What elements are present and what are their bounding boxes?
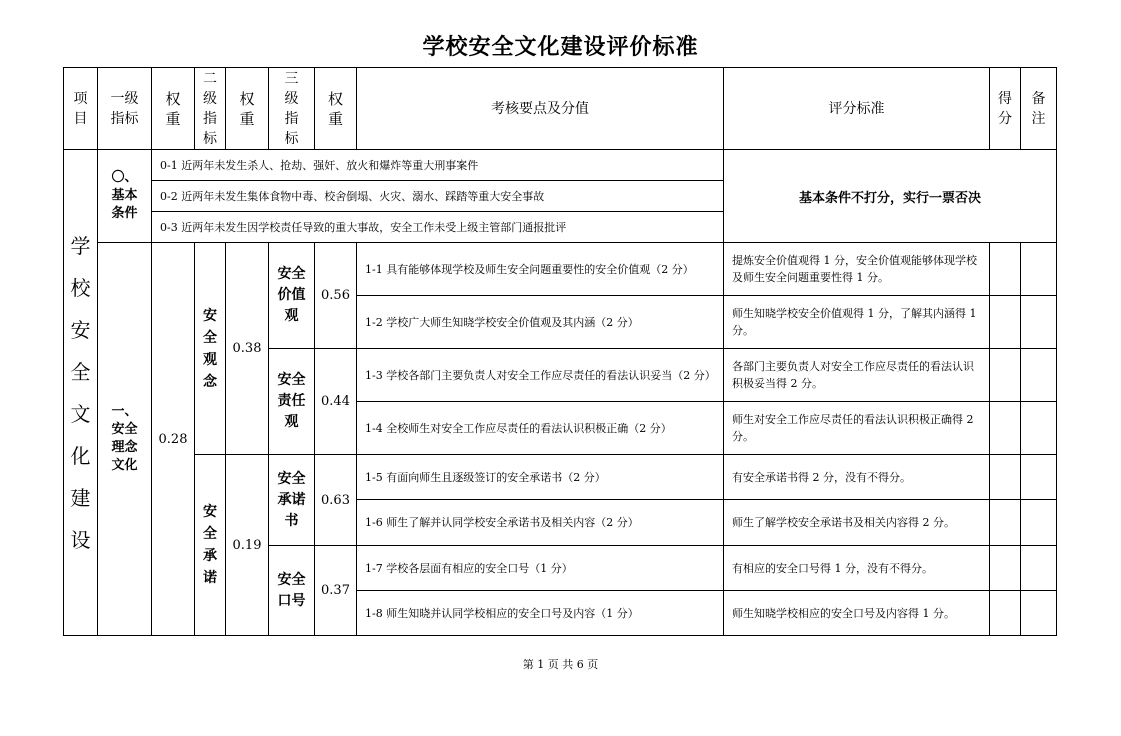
point-cell: 1-8 师生知晓并认同学校相应的安全口号及内容（1 分） [357, 591, 724, 636]
standard-cell: 有安全承诺书得 2 分，没有不得分。 [724, 455, 990, 500]
section1-weight: 0.28 [152, 243, 195, 636]
note-cell[interactable] [1021, 546, 1057, 591]
header-weight3: 权 重 [315, 68, 357, 150]
score-cell[interactable] [990, 546, 1021, 591]
level3-name: 安全 价值 观 [269, 243, 315, 349]
note-cell[interactable] [1021, 500, 1057, 546]
header-points: 考核要点及分值 [357, 68, 724, 150]
basic-index: 〇、 基本 条件 [98, 150, 152, 243]
point-cell: 1-5 有面向师生且逐级签订的安全承诺书（2 分） [357, 455, 724, 500]
level2-name: 安 全 承 诺 [195, 455, 226, 636]
level3-weight: 0.63 [315, 455, 357, 546]
score-cell[interactable] [990, 243, 1021, 296]
score-cell[interactable] [990, 296, 1021, 349]
header-level2: 二 级 指 标 [195, 68, 226, 150]
basic-item: 0-2 近两年未发生集体食物中毒、校舍倒塌、火灾、溺水、踩踏等重大安全事故 [152, 181, 724, 212]
basic-item: 0-3 近两年未发生因学校责任导致的重大事故，安全工作未受上级主管部门通报批评 [152, 212, 724, 243]
note-cell[interactable] [1021, 349, 1057, 402]
header-level1: 一级 指标 [98, 68, 152, 150]
header-note: 备 注 [1021, 68, 1057, 150]
level2-weight: 0.19 [226, 455, 269, 636]
document-title: 学校安全文化建设评价标准 [422, 35, 699, 60]
header-item: 项 目 [64, 68, 98, 150]
basic-note: 基本条件不打分，实行一票否决 [724, 150, 1057, 243]
point-cell: 1-3 学校各部门主要负责人对安全工作应尽责任的看法认识妥当（2 分） [357, 349, 724, 402]
standard-cell: 师生了解学校安全承诺书及相关内容得 2 分。 [724, 500, 990, 546]
header-weight1: 权 重 [152, 68, 195, 150]
score-cell[interactable] [990, 402, 1021, 455]
score-cell[interactable] [990, 591, 1021, 636]
table-row [64, 455, 1057, 500]
table-row [64, 243, 1057, 296]
basic-row [64, 150, 1057, 181]
standard-cell: 有相应的安全口号得 1 分，没有不得分。 [724, 546, 990, 591]
header-weight2: 权 重 [226, 68, 269, 150]
point-cell: 1-2 学校广大师生知晓学校安全价值观及其内涵（2 分） [357, 296, 724, 349]
point-cell: 1-1 具有能够体现学校及师生安全问题重要性的安全价值观（2 分） [357, 243, 724, 296]
header-level3: 三 级 指 标 [269, 68, 315, 150]
point-cell: 1-4 全校师生对安全工作应尽责任的看法认识积极正确（2 分） [357, 402, 724, 455]
header-row [64, 68, 1057, 150]
level3-weight: 0.56 [315, 243, 357, 349]
point-cell: 1-7 学校各层面有相应的安全口号（1 分） [357, 546, 724, 591]
level3-name: 安全 承诺 书 [269, 455, 315, 546]
page-footer: 第 1 页 共 6 页 [522, 658, 599, 671]
note-cell[interactable] [1021, 455, 1057, 500]
header-standard: 评分标准 [724, 68, 990, 150]
point-cell: 1-6 师生了解并认同学校安全承诺书及相关内容（2 分） [357, 500, 724, 546]
score-cell[interactable] [990, 455, 1021, 500]
basic-item: 0-1 近两年未发生杀人、抢劫、强奸、放火和爆炸等重大刑事案件 [152, 150, 724, 181]
standard-cell: 师生知晓学校安全价值观得 1 分，了解其内涵得 1 分。 [724, 296, 990, 349]
score-cell[interactable] [990, 349, 1021, 402]
evaluation-table [63, 67, 1057, 636]
level2-weight: 0.38 [226, 243, 269, 455]
level2-name: 安 全 观 念 [195, 243, 226, 455]
score-cell[interactable] [990, 500, 1021, 546]
section1-index: 一、 安全 理念 文化 [98, 243, 152, 636]
level3-weight: 0.37 [315, 546, 357, 636]
standard-cell: 各部门主要负责人对安全工作应尽责任的看法认识积极妥当得 2 分。 [724, 349, 990, 402]
standard-cell: 提炼安全价值观得 1 分，安全价值观能够体现学校及师生安全问题重要性得 1 分。 [724, 243, 990, 296]
level3-name: 安全 口号 [269, 546, 315, 636]
standard-cell: 师生知晓学校相应的安全口号及内容得 1 分。 [724, 591, 990, 636]
standard-cell: 师生对安全工作应尽责任的看法认识积极正确得 2 分。 [724, 402, 990, 455]
note-cell[interactable] [1021, 402, 1057, 455]
header-score: 得 分 [990, 68, 1021, 150]
level3-weight: 0.44 [315, 349, 357, 455]
project-name: 学 校 安 全 文 化 建 设 [64, 150, 98, 636]
note-cell[interactable] [1021, 296, 1057, 349]
note-cell[interactable] [1021, 243, 1057, 296]
note-cell[interactable] [1021, 591, 1057, 636]
level3-name: 安全 责任 观 [269, 349, 315, 455]
